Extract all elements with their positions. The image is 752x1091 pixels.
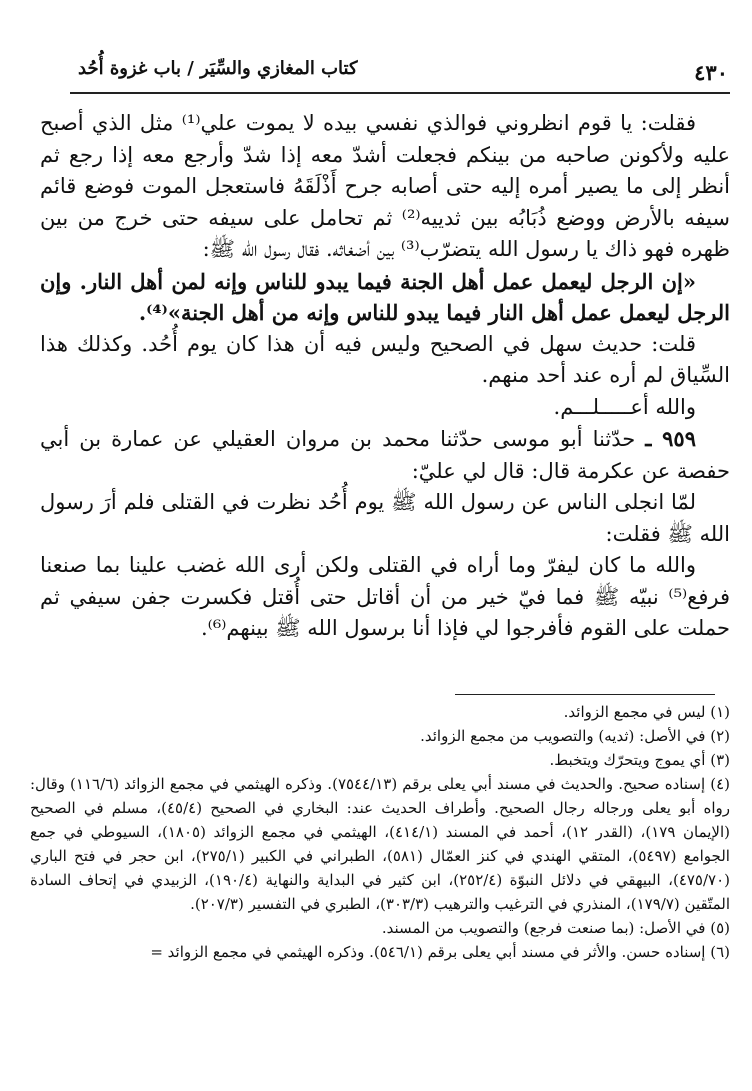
footnote-1: (١) ليس في مجمع الزوائد. <box>563 703 730 721</box>
hadith-number: ٩٥٩ ـ <box>645 426 696 451</box>
footnote-2: (٢) في الأصل: (ثديه) والتصويب من مجمع الزوائد. <box>420 727 730 745</box>
main-text <box>40 108 730 645</box>
paragraph-allahu-alam: والله أعـــــلـــم. <box>553 394 696 419</box>
page-number: ٤٣٠ <box>694 60 728 85</box>
footnote-divider <box>455 694 715 695</box>
footnote-3: (٣) أي يموج ويتحرّك ويتخبط. <box>549 751 730 769</box>
paragraph-commentary: قلت: حديث سهل في الصحيح وليس فيه أن هذا كان يوم أُحُد. وكذلك هذا السِّياق لم أره عند أحد منهم. <box>40 331 730 387</box>
running-title: كتاب المغازي والسِّيَر / باب غزوة أُحُد <box>78 58 358 79</box>
footnote-5: (٥) في الأصل: (بما صنعت فرجع) والتصويب من المسند. <box>381 919 730 937</box>
paragraph-hadith-959 <box>40 423 730 487</box>
footnote-4: (٤) إسناده صحيح. والحديث في مسند أبي يعلى برقم (٧٥٤٤/١٣). وذكره الهيثمي في مجمع الزوائد (١١٦/٦) وقال: رواه أبو يعلى ورجاله رجال الصحيح. وأطراف الحديث عند: البخاري في الصحيح (٤٥/٤)، مسلم في الصحيح (الإيمان ١٧٩)، (القدر ١٢)، أحمد في المسند (٤١٤/١)، الهيثمي في مجمع الزوائد (١٨٠٥)، السيوطي في جمع الجوامع (٥٤٩٧)، المتقي الهندي في كنز العمّال (٥٨١)، الطبراني في الكبير (٢٧٥/١)، ابن حجر في فتح الباري (٤٧٥/٧٠)، البيهقي في دلائل النبوّة (٢٥٢/٤)، ابن كثير في البداية والنهاية (١٩٠/٤)، الزبيدي في إتحاف السادة المتّقين (١٧٩/٧)، المنذري في الترغيب والترهيب (٣٠٣/٣)، الطبري في التفسير (٢٠٧/٣). <box>30 775 731 913</box>
hadith-quote: «إن الرجل ليعمل عمل أهل الجنة فيما يبدو للناس وإنه لمن أهل النار. وإن الرجل ليعمل عمل أهل النار فيما يبدو للناس وإنه من أهل الجنة»⁽⁴⁾. <box>40 268 730 325</box>
paragraph-narration-continued: والله ما كان ليفرّ وما أراه في القتلى ولكن أرى الله غضب علينا بما صنعنا فرفع⁽⁵⁾ نبيّه ﷺ فما فيّ خير من أن أقاتل حتى أُقتل فكسرت جفن سيفي ثم حملت على القوم فأفرجوا لي فإذا أنا برسول الله ﷺ بينهم⁽⁶⁾. <box>40 553 730 640</box>
footnotes <box>30 700 730 964</box>
footnote-6: (٦) إسناده حسن. والأثر في مسند أبي يعلى برقم (٥٤٦/١). وذكره الهيثمي في مجمع الزوائد = <box>150 943 730 961</box>
hadith-isnad: حدّثنا أبو موسى حدّثنا محمد بن مروان العقيلي عن عمارة بن أبي حفصة عن عكرمة قال: قال لي عليّ: <box>40 427 730 483</box>
paragraph-narration: لمّا انجلى الناس عن رسول الله ﷺ يوم أُحُد نظرت في القتلى فلم أرَ رسول الله ﷺ فقلت: <box>40 490 730 546</box>
paragraph-story: فقلت: يا قوم انظروني فوالذي نفسي بيده لا يموت علي⁽¹⁾ مثل الذي أصبح عليه ولأكونن صاحبه من بينكم فجعلت أشدّ معه إذا شدّ وأرجع معه إذا رجع ثم أنظر إلى ما يصير أمره إليه حتى أصابه جرح أَذْلَقَهُ فاستعجل الموت فوضع قائم سيفه بالأرض ووضع ذُبَابُه بين ثدييه⁽²⁾ ثم تحامل على سيفه حتى خرج من بين ظهره فهو ذاك يا رسول الله يتضرّب⁽³⁾ بين أضغاثه. فقال رسول الله ﷺ: <box>40 111 731 261</box>
page-header <box>70 52 730 94</box>
